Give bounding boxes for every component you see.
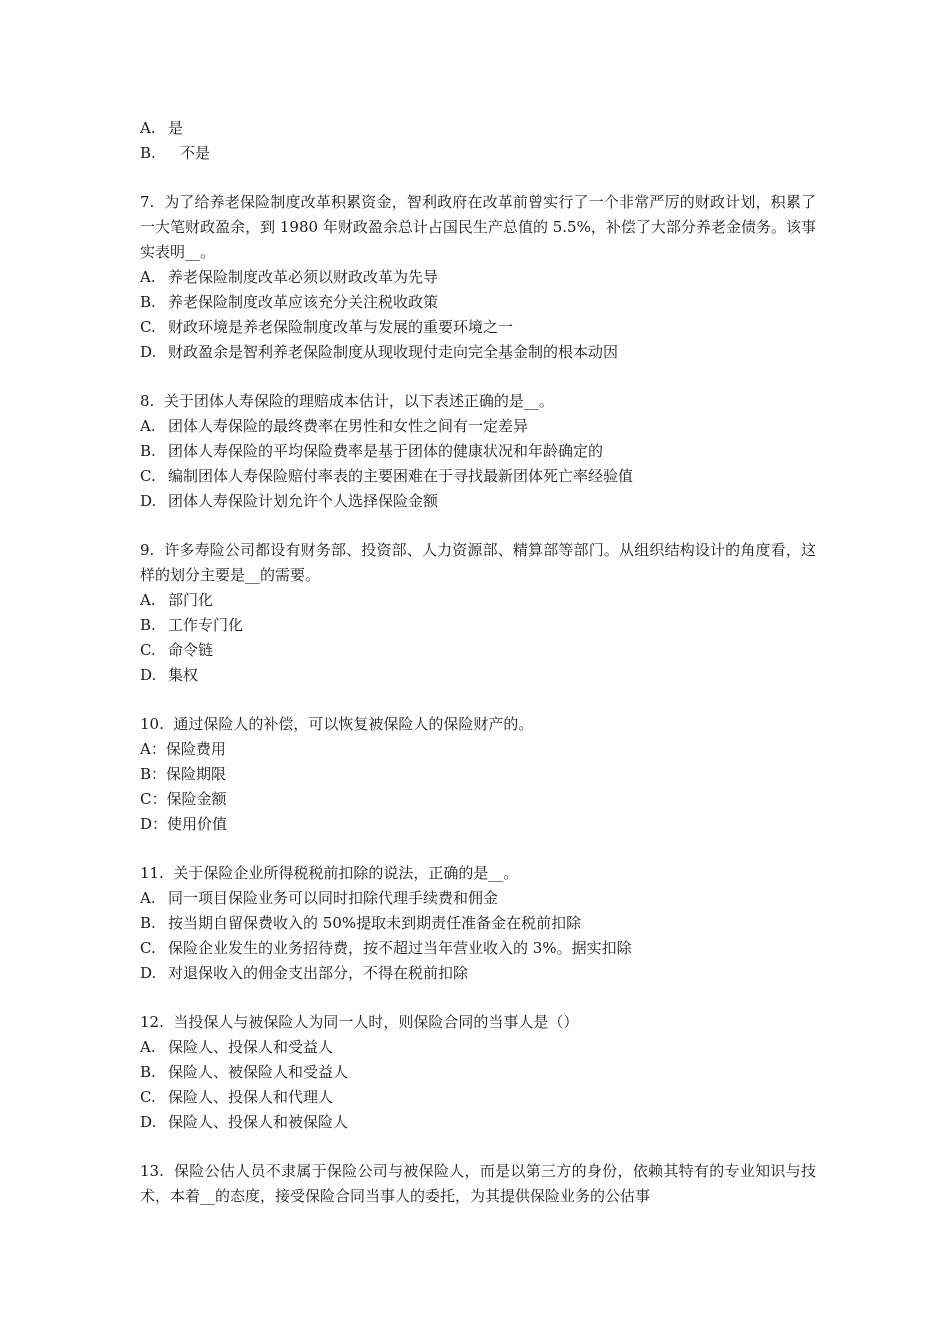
option-c: C. 编制团体人寿保险赔付率表的主要困难在于寻找最新团体死亡率经验值	[140, 467, 634, 485]
question-text: 12. 当投保人与被保险人为同一人时，则保险合同的当事人是（）	[140, 1013, 579, 1031]
option-b: B. 不是	[140, 144, 211, 162]
document-page	[140, 116, 816, 1209]
question-block	[140, 538, 816, 688]
option-a: A：保险费用	[140, 740, 226, 758]
option-c: C. 命令链	[140, 641, 214, 659]
option-a: A. 保险人、投保人和受益人	[140, 1038, 334, 1056]
option-b: B：保险期限	[140, 765, 227, 783]
question-text: 10. 通过保险人的补偿，可以恢复被保险人的保险财产的。	[140, 715, 534, 733]
option-d: D：使用价值	[140, 815, 228, 833]
option-b: B. 保险人、被保险人和受益人	[140, 1063, 349, 1081]
question-block	[140, 712, 816, 837]
question-text: 11. 关于保险企业所得税税前扣除的说法，正确的是__。	[140, 864, 519, 882]
question-text: 13. 保险公估人员不隶属于保险公司与被保险人，而是以第三方的身份，依赖其特有的专业知识与技术，本着__的态度，接受保险合同当事人的委托，为其提供保险业务的公估事	[140, 1162, 816, 1205]
option-d: D. 财政盈余是智利养老保险制度从现收现付走向完全基金制的根本动因	[140, 343, 619, 361]
question-text: 7. 为了给养老保险制度改革积累资金，智利政府在改革前曾实行了一个非常严厉的财政计划，积累了一大笔财政盈余，到 1980 年财政盈余总计占国民生产总值的 5.5%，补偿了大部分养老金债务。该事实表明__。	[140, 193, 816, 261]
option-a: A. 同一项目保险业务可以同时扣除代理手续费和佣金	[140, 889, 499, 907]
option-b: B. 养老保险制度改革应该充分关注税收政策	[140, 293, 439, 311]
option-d: D. 集权	[140, 666, 199, 684]
question-block	[140, 1159, 816, 1209]
option-b: B. 团体人寿保险的平均保险费率是基于团体的健康状况和年龄确定的	[140, 442, 604, 460]
question-text: 8. 关于团体人寿保险的理赔成本估计，以下表述正确的是__。	[140, 392, 554, 410]
question-block	[140, 1010, 816, 1135]
question-block	[140, 116, 816, 166]
option-b: B. 按当期自留保费收入的 50%提取未到期责任准备金在税前扣除	[140, 914, 582, 932]
question-block	[140, 861, 816, 986]
option-d: D. 对退保收入的佣金支出部分，不得在税前扣除	[140, 964, 469, 982]
question-text: 9. 许多寿险公司都设有财务部、投资部、人力资源部、精算部等部门。从组织结构设计的角度看，这样的划分主要是__的需要。	[140, 541, 816, 584]
option-c: C：保险金额	[140, 790, 227, 808]
option-a: A. 养老保险制度改革必须以财政改革为先导	[140, 268, 439, 286]
option-c: C. 保险人、投保人和代理人	[140, 1088, 334, 1106]
option-c: C. 保险企业发生的业务招待费，按不超过当年营业收入的 3%。据实扣除	[140, 939, 632, 957]
option-c: C. 财政环境是养老保险制度改革与发展的重要环境之一	[140, 318, 514, 336]
option-d: D. 团体人寿保险计划允许个人选择保险金额	[140, 492, 439, 510]
option-a: A. 部门化	[140, 591, 214, 609]
option-d: D. 保险人、投保人和被保险人	[140, 1113, 349, 1131]
question-block	[140, 190, 816, 365]
question-block	[140, 389, 816, 514]
option-b: B. 工作专门化	[140, 616, 244, 634]
option-a: A. 是	[140, 119, 184, 137]
option-a: A. 团体人寿保险的最终费率在男性和女性之间有一定差异	[140, 417, 529, 435]
